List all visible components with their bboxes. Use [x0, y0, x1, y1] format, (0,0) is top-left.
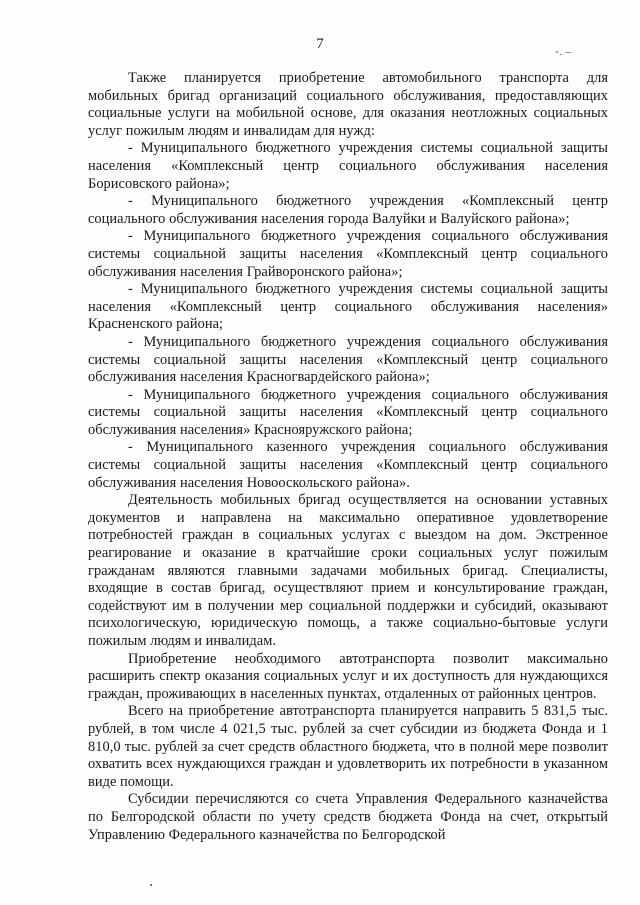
document-body	[88, 70, 608, 844]
paragraph-activity: Деятельность мобильных бригад осуществляется на основании уставных документов и направлена на максимально оперативное удовлетворение потребностей граждан в социальных услугах с выездом на дом. Экстренное реагирование и оказание в кратчайшие сроки социальных услуг пожилым гражданам являются главными задачами мобильных бригад. Специалисты, входящие в состав бригад, осуществляют прием и консультирование граждан, содействуют им в получении мер социальной поддержки и субсидий, оказывают психологическую, юридическую помощь, а также социально-бытовые услуги пожилым людям и инвалидам.	[88, 492, 608, 649]
list-item-krasnogvardeysky: - Муниципального бюджетного учреждения социального обслуживания системы социальной защиты населения «Комплексный центр социального обслуживания населения Красногвардейского района»;	[88, 333, 608, 386]
list-item-krasnensky: - Муниципального бюджетного учреждения системы социальной защиты населения «Комплексный центр социального обслуживания населения» Красненского района;	[88, 281, 608, 333]
scan-speck	[150, 884, 152, 886]
page-number: 7	[316, 36, 324, 52]
list-item-krasnoyaruzhsky: - Муниципального бюджетного учреждения социального обслуживания системы социальной защиты населения «Комплексный центр социального обслуживания населения» Краснояружского района;	[88, 386, 608, 438]
list-item-novooskolsky: - Муниципального казенного учреждения социального обслуживания системы социальной защиты населения «Комплексный центр социального обслуживания населения Новооскольского района».	[88, 439, 608, 491]
paragraph-intro: Также планируется приобретение автомобильного транспорта для мобильных бригад организаций социального обслуживания, предоставляющих социальные услуги на мобильной основе, для оказания неотложных социальных услуг пожилым людям и инвалидам для нужд:	[88, 70, 608, 139]
paragraph-funding: Всего на приобретение автотранспорта планируется направить 5 831,5 тыс. рублей, в том числе 4 021,5 тыс. рублей за счет субсидии из бюджета Фонда и 1 810,0 тыс. рублей за счет средств областного бюджета, что в полной мере позволит охватить всех нуждающихся граждан и удовлетворить их потребности в указанном виде помощи.	[88, 703, 608, 790]
paragraph-subsidies: Субсидии перечисляются со счета Управления Федерального казначейства по Белгородской области по учету средств бюджета Фонда на счет, открытый Управлению Федерального казначейства по Белгородской	[88, 791, 608, 843]
paragraph-acquisition: Приобретение необходимого автотранспорта позволит максимально расширить спектр оказания социальных услуг и их доступность для нуждающихся граждан, проживающих в населенных пунктах, отдаленных от районных центров.	[88, 650, 608, 702]
scan-mark: -. –	[555, 44, 571, 58]
list-item-borisovsky: - Муниципального бюджетного учреждения системы социальной защиты населения «Комплексный центр социального обслуживания населения Борисовского района»;	[88, 140, 608, 192]
list-item-valuyki: - Муниципального бюджетного учреждения «Комплексный центр социального обслуживания населения города Валуйки и Валуйского района»;	[88, 193, 608, 227]
list-item-graivoronsky: - Муниципального бюджетного учреждения социального обслуживания системы социальной защиты населения «Комплексный центр социального обслуживания населения Грайворонского района»;	[88, 228, 608, 280]
